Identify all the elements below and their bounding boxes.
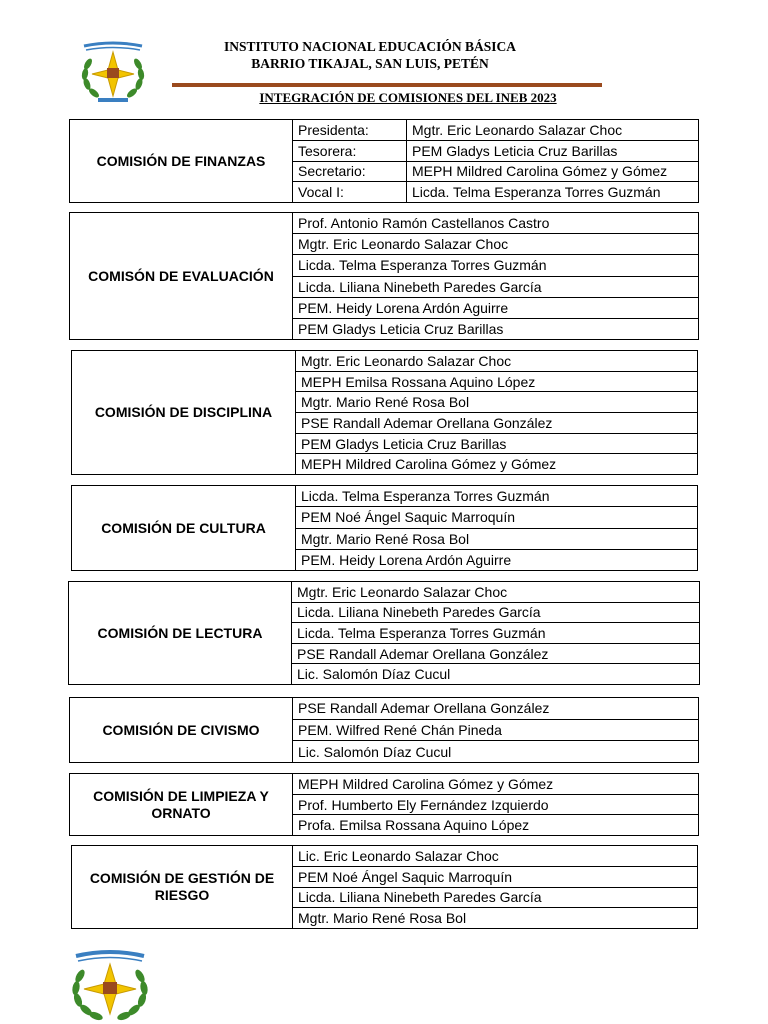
member-row (293, 120, 698, 141)
committee-members (293, 213, 698, 339)
school-logo-icon (66, 948, 154, 1024)
member-name: Licda. Telma Esperanza Torres Guzmán (292, 623, 699, 644)
member-name: PEM Gladys Leticia Cruz Barillas (298, 320, 504, 337)
committee-limpieza-ornato (69, 773, 699, 836)
committee-members (293, 846, 697, 928)
member-name: Lic. Salomón Díaz Cucul (297, 666, 451, 683)
committee-finanzas (69, 119, 699, 203)
member-name: Licda. Telma Esperanza Torres Guzmán (296, 486, 697, 507)
committee-name: COMISIÓN DE GESTIÓN DE RIESGO (72, 846, 293, 928)
school-logo-icon (76, 38, 150, 108)
member-name: MEPH Mildred Carolina Gómez y Gómez (293, 774, 698, 795)
committee-members (293, 120, 698, 202)
member-name: Profa. Emilsa Rossana Aquino López (298, 817, 530, 834)
member-name: Lic. Salomón Díaz Cucul (298, 743, 452, 760)
committee-name: COMISIÓN DE CIVISMO (70, 698, 293, 762)
member-name: PEM. Heidy Lorena Ardón Aguirre (293, 298, 698, 319)
header-rule (172, 83, 602, 87)
member-name: Licda. Liliana Ninebeth Paredes García (292, 603, 699, 624)
member-name: PSE Randall Ademar Orellana González (292, 644, 699, 665)
member-role: Presidenta: (293, 120, 407, 140)
member-row (293, 182, 698, 202)
member-row (293, 141, 698, 162)
member-name: PEM Gladys Leticia Cruz Barillas (412, 142, 618, 159)
member-name: Mgtr. Mario René Rosa Bol (296, 529, 697, 550)
member-name: Mgtr. Eric Leonardo Salazar Choc (296, 351, 697, 372)
committee-members (292, 582, 699, 684)
member-name: Licda. Liliana Ninebeth Paredes García (293, 888, 697, 909)
committee-lectura (68, 581, 700, 685)
committee-name: COMISÓN DE EVALUACIÓN (70, 213, 293, 339)
member-name: Prof. Humberto Ely Fernández Izquierdo (293, 795, 698, 816)
member-name: PSE Randall Ademar Orellana González (296, 413, 697, 434)
member-name: MEPH Emilsa Rossana Aquino López (296, 372, 697, 393)
member-name: Lic. Eric Leonardo Salazar Choc (293, 846, 697, 867)
institution-header (160, 38, 580, 72)
member-name: MEPH Mildred Carolina Gómez y Gómez (412, 163, 668, 180)
committee-name: COMISIÓN DE LECTURA (69, 582, 292, 684)
member-name: PEM Noé Ángel Saquic Marroquín (293, 867, 697, 888)
member-name: Licda. Liliana Ninebeth Paredes García (293, 277, 698, 298)
institution-name: INSTITUTO NACIONAL EDUCACIÓN BÁSICA (224, 39, 516, 54)
document-title: INTEGRACIÓN DE COMISIONES DEL INEB 2023 (259, 90, 557, 105)
member-name: PEM. Heidy Lorena Ardón Aguirre (301, 551, 512, 568)
committee-members (296, 486, 697, 570)
committee-name: COMISIÓN DE DISCIPLINA (72, 351, 296, 474)
committee-cultura (71, 485, 698, 571)
member-name: Mgtr. Eric Leonardo Salazar Choc (293, 234, 698, 255)
committee-name: COMISIÓN DE LIMPIEZA Y ORNATO (70, 774, 293, 835)
member-name: MEPH Mildred Carolina Gómez y Gómez (301, 456, 557, 473)
member-role: Secretario: (293, 162, 407, 182)
member-role: Tesorera: (293, 141, 407, 161)
member-name: PEM Noé Ángel Saquic Marroquín (296, 507, 697, 528)
committee-gestion-riesgo (71, 845, 698, 929)
committee-members (296, 351, 697, 474)
member-name: Licda. Telma Esperanza Torres Guzmán (412, 184, 661, 201)
institution-address: BARRIO TIKAJAL, SAN LUIS, PETÉN (251, 56, 489, 71)
member-name: PEM Gladys Leticia Cruz Barillas (296, 434, 697, 455)
member-role: Vocal I: (293, 182, 407, 202)
committee-name: COMISIÓN DE FINANZAS (70, 120, 293, 202)
member-name: Prof. Antonio Ramón Castellanos Castro (293, 213, 698, 234)
member-name: Licda. Telma Esperanza Torres Guzmán (293, 255, 698, 276)
member-name: Mgtr. Eric Leonardo Salazar Choc (412, 121, 623, 138)
member-name: Mgtr. Mario René Rosa Bol (296, 392, 697, 413)
member-name: Mgtr. Eric Leonardo Salazar Choc (292, 582, 699, 603)
member-name: Mgtr. Mario René Rosa Bol (298, 910, 467, 927)
member-name: PEM. Wilfred René Chán Pineda (293, 720, 698, 742)
committee-evaluacion (69, 212, 699, 340)
committee-name: COMISIÓN DE CULTURA (72, 486, 296, 570)
member-name: PSE Randall Ademar Orellana González (293, 698, 698, 720)
committee-members (293, 698, 698, 762)
committee-members (293, 774, 698, 835)
member-row (293, 162, 698, 183)
committee-civismo (69, 697, 699, 763)
committee-disciplina (71, 350, 698, 475)
